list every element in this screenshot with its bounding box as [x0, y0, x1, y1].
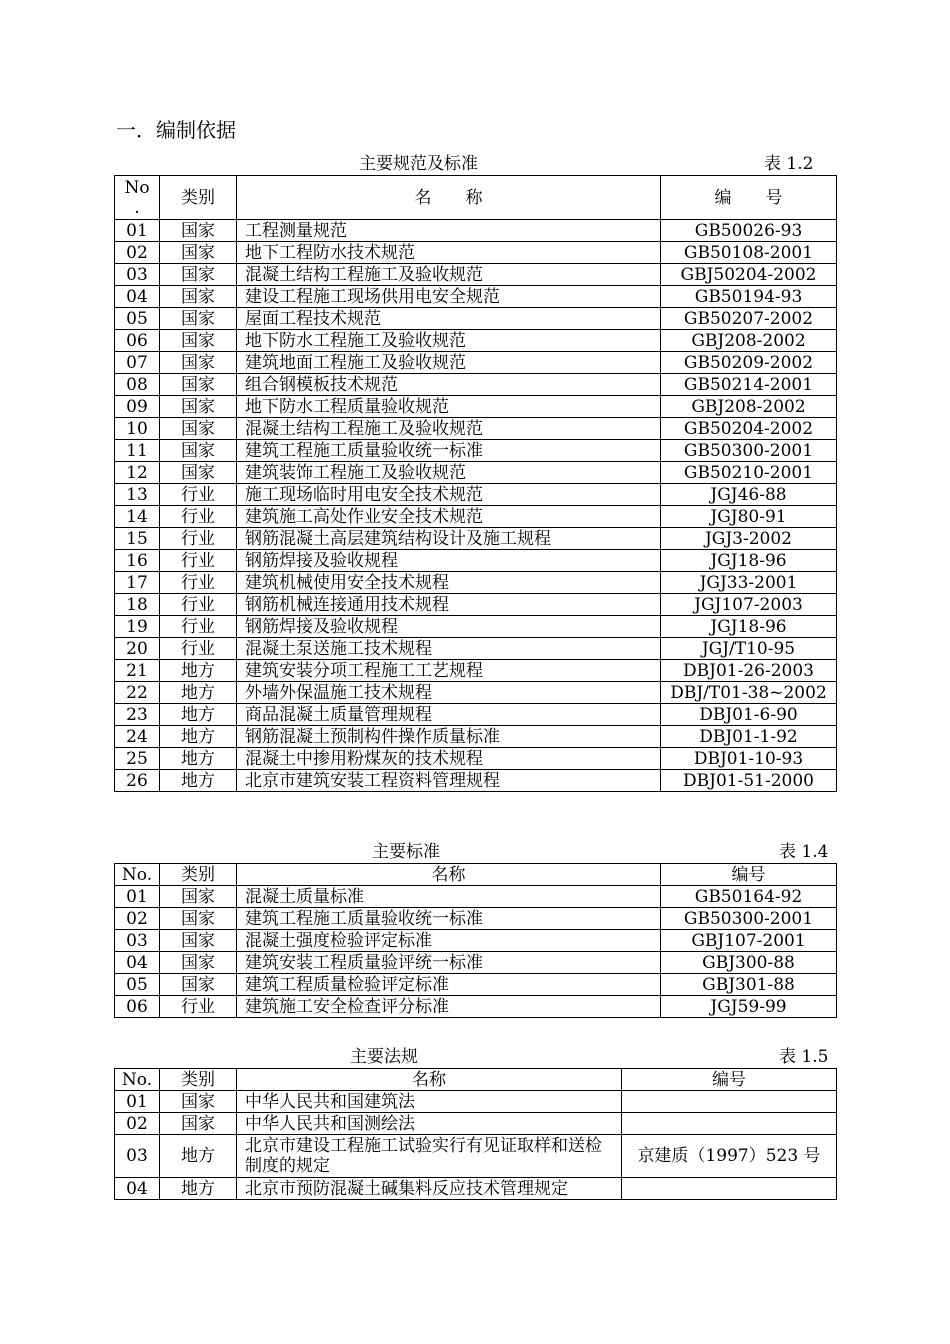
cell-no: 06 — [115, 330, 160, 352]
cell-no: 03 — [115, 1135, 160, 1178]
cell-type: 国家 — [160, 1091, 237, 1113]
cell-name: 建筑安装工程质量验评统一标准 — [237, 952, 661, 974]
table2-header-row — [115, 864, 837, 886]
header-name: 名称 — [237, 864, 661, 886]
cell-no: 05 — [115, 308, 160, 330]
table-row — [115, 352, 837, 374]
cell-code: DBJ01-1-92 — [661, 726, 837, 748]
cell-name: 商品混凝土质量管理规程 — [237, 704, 661, 726]
table1-header-row — [115, 176, 837, 220]
page-heading: 一．编制依据 — [116, 118, 236, 142]
cell-no: 20 — [115, 638, 160, 660]
cell-name: 施工现场临时用电安全技术规范 — [237, 484, 661, 506]
table-row — [115, 1091, 837, 1113]
table-row — [115, 1135, 837, 1178]
cell-name: 建筑装饰工程施工及验收规范 — [237, 462, 661, 484]
table-row — [115, 528, 837, 550]
table-standards-specs — [114, 175, 837, 792]
cell-name: 中华人民共和国建筑法 — [237, 1091, 622, 1113]
cell-name: 混凝土强度检验评定标准 — [237, 930, 661, 952]
cell-name: 中华人民共和国测绘法 — [237, 1113, 622, 1135]
cell-no: 13 — [115, 484, 160, 506]
cell-name: 建筑机械使用安全技术规程 — [237, 572, 661, 594]
cell-no: 07 — [115, 352, 160, 374]
cell-code: GBJ301-88 — [661, 974, 837, 996]
cell-code — [622, 1113, 837, 1135]
table-row — [115, 908, 837, 930]
cell-code: GB50194-93 — [661, 286, 837, 308]
table-main-standards — [114, 863, 837, 1018]
cell-code: GBJ50204-2002 — [661, 264, 837, 286]
table2-title: 主要标准 — [372, 842, 440, 862]
cell-code: GB50209-2002 — [661, 352, 837, 374]
cell-type: 地方 — [160, 682, 237, 704]
cell-type: 地方 — [160, 704, 237, 726]
cell-code: GB50026-93 — [661, 220, 837, 242]
cell-no: 05 — [115, 974, 160, 996]
cell-type: 国家 — [160, 330, 237, 352]
table1-caption — [114, 153, 836, 175]
cell-name: 建筑施工高处作业安全技术规范 — [237, 506, 661, 528]
cell-code: JGJ80-91 — [661, 506, 837, 528]
cell-type: 行业 — [160, 484, 237, 506]
cell-no: 03 — [115, 264, 160, 286]
cell-code: GBJ208-2002 — [661, 396, 837, 418]
cell-type: 国家 — [160, 220, 237, 242]
cell-no: 19 — [115, 616, 160, 638]
header-no — [115, 176, 160, 220]
cell-no: 08 — [115, 374, 160, 396]
header-no: No. — [115, 1069, 160, 1091]
cell-no: 11 — [115, 440, 160, 462]
cell-no: 01 — [115, 886, 160, 908]
table-row — [115, 330, 837, 352]
cell-code: JGJ/T10-95 — [661, 638, 837, 660]
cell-type: 行业 — [160, 528, 237, 550]
table-row — [115, 506, 837, 528]
cell-name: 钢筋混凝土预制构件操作质量标准 — [237, 726, 661, 748]
cell-no: 12 — [115, 462, 160, 484]
table-row — [115, 220, 837, 242]
cell-name: 外墙外保温施工技术规程 — [237, 682, 661, 704]
table-row — [115, 996, 837, 1018]
cell-code: GBJ208-2002 — [661, 330, 837, 352]
table-row — [115, 974, 837, 996]
table3-ref: 表 1.5 — [779, 1047, 829, 1067]
cell-code: GB50204-2002 — [661, 418, 837, 440]
cell-type: 国家 — [160, 418, 237, 440]
cell-name: 钢筋机械连接通用技术规程 — [237, 594, 661, 616]
table2-ref: 表 1.4 — [779, 842, 829, 862]
cell-type: 国家 — [160, 952, 237, 974]
table-row — [115, 396, 837, 418]
cell-no: 02 — [115, 242, 160, 264]
table-row — [115, 1113, 837, 1135]
cell-code: JGJ46-88 — [661, 484, 837, 506]
cell-code: GB50207-2002 — [661, 308, 837, 330]
header-no-line1: No — [124, 177, 150, 198]
table-row — [115, 660, 837, 682]
cell-name: 建筑安装分项工程施工工艺规程 — [237, 660, 661, 682]
cell-code: GB50300-2001 — [661, 440, 837, 462]
cell-no: 17 — [115, 572, 160, 594]
cell-no: 06 — [115, 996, 160, 1018]
header-type: 类别 — [160, 864, 237, 886]
cell-code: GBJ300-88 — [661, 952, 837, 974]
table-row — [115, 242, 837, 264]
header-name: 名 称 — [237, 176, 661, 220]
cell-name: 钢筋焊接及验收规程 — [237, 616, 661, 638]
table-row — [115, 704, 837, 726]
cell-name: 建筑工程质量检验评定标准 — [237, 974, 661, 996]
cell-type: 行业 — [160, 594, 237, 616]
cell-name: 地下防水工程质量验收规范 — [237, 396, 661, 418]
cell-code: JGJ18-96 — [661, 616, 837, 638]
table-row — [115, 550, 837, 572]
cell-code: GBJ107-2001 — [661, 930, 837, 952]
cell-code: JGJ33-2001 — [661, 572, 837, 594]
cell-type: 行业 — [160, 996, 237, 1018]
header-code: 编号 — [622, 1069, 837, 1091]
cell-name: 北京市建设工程施工试验实行有见证取样和送检制度的规定 — [237, 1135, 622, 1178]
table-row — [115, 418, 837, 440]
cell-no: 01 — [115, 220, 160, 242]
cell-type: 行业 — [160, 506, 237, 528]
cell-no: 04 — [115, 286, 160, 308]
cell-type: 地方 — [160, 1135, 237, 1178]
cell-type: 国家 — [160, 264, 237, 286]
header-code: 编号 — [661, 864, 837, 886]
table-row — [115, 440, 837, 462]
table-main-regulations — [114, 1068, 837, 1200]
header-name: 名称 — [237, 1069, 622, 1091]
cell-code: GB50214-2001 — [661, 374, 837, 396]
cell-no: 15 — [115, 528, 160, 550]
cell-code — [622, 1178, 837, 1200]
table3-header-row — [115, 1069, 837, 1091]
cell-name: 钢筋焊接及验收规程 — [237, 550, 661, 572]
cell-code: JGJ18-96 — [661, 550, 837, 572]
cell-no: 16 — [115, 550, 160, 572]
cell-name: 建筑施工安全检查评分标准 — [237, 996, 661, 1018]
cell-no: 04 — [115, 952, 160, 974]
cell-type: 地方 — [160, 660, 237, 682]
cell-type: 国家 — [160, 930, 237, 952]
cell-code: GB50210-2001 — [661, 462, 837, 484]
cell-name: 建筑工程施工质量验收统一标准 — [237, 440, 661, 462]
cell-code: GB50164-92 — [661, 886, 837, 908]
table-row — [115, 264, 837, 286]
table-row — [115, 886, 837, 908]
header-type: 类别 — [160, 1069, 237, 1091]
cell-type: 国家 — [160, 286, 237, 308]
cell-type: 国家 — [160, 374, 237, 396]
cell-no: 09 — [115, 396, 160, 418]
cell-no: 23 — [115, 704, 160, 726]
cell-type: 国家 — [160, 308, 237, 330]
cell-type: 国家 — [160, 1113, 237, 1135]
table3-caption — [114, 1046, 836, 1068]
cell-type: 地方 — [160, 726, 237, 748]
cell-code: DBJ01-51-2000 — [661, 770, 837, 792]
cell-no: 21 — [115, 660, 160, 682]
cell-name: 建设工程施工现场供用电安全规范 — [237, 286, 661, 308]
cell-type: 行业 — [160, 550, 237, 572]
table-row — [115, 308, 837, 330]
table-row — [115, 770, 837, 792]
cell-code: JGJ3-2002 — [661, 528, 837, 550]
cell-no: 10 — [115, 418, 160, 440]
table-row — [115, 1178, 837, 1200]
table-row — [115, 462, 837, 484]
table3-title: 主要法规 — [350, 1047, 418, 1067]
table-row — [115, 484, 837, 506]
cell-type: 行业 — [160, 572, 237, 594]
header-type: 类别 — [160, 176, 237, 220]
table-row — [115, 952, 837, 974]
table2-caption — [114, 841, 836, 863]
cell-type: 国家 — [160, 352, 237, 374]
cell-type: 国家 — [160, 242, 237, 264]
cell-no: 24 — [115, 726, 160, 748]
cell-name: 混凝土质量标准 — [237, 886, 661, 908]
cell-name: 北京市预防混凝土碱集料反应技术管理规定 — [237, 1178, 622, 1200]
table-row — [115, 572, 837, 594]
cell-type: 国家 — [160, 440, 237, 462]
cell-type: 行业 — [160, 638, 237, 660]
cell-type: 地方 — [160, 748, 237, 770]
cell-code: DBJ01-10-93 — [661, 748, 837, 770]
cell-type: 国家 — [160, 396, 237, 418]
table-row — [115, 638, 837, 660]
table-row — [115, 286, 837, 308]
cell-code: DBJ01-26-2003 — [661, 660, 837, 682]
table1-title: 主要规范及标准 — [359, 154, 478, 174]
cell-code: GB50300-2001 — [661, 908, 837, 930]
cell-no: 25 — [115, 748, 160, 770]
table1-ref: 表 1.2 — [764, 154, 814, 174]
cell-name: 混凝土结构工程施工及验收规范 — [237, 264, 661, 286]
cell-code: 京建质（1997）523 号 — [622, 1135, 837, 1178]
cell-type: 行业 — [160, 616, 237, 638]
table-row — [115, 616, 837, 638]
cell-name: 北京市建筑安装工程资料管理规程 — [237, 770, 661, 792]
cell-type: 国家 — [160, 974, 237, 996]
cell-no: 03 — [115, 930, 160, 952]
cell-name: 混凝土结构工程施工及验收规范 — [237, 418, 661, 440]
cell-no: 04 — [115, 1178, 160, 1200]
cell-no: 26 — [115, 770, 160, 792]
cell-name: 建筑工程施工质量验收统一标准 — [237, 908, 661, 930]
table-row — [115, 594, 837, 616]
cell-name: 混凝土泵送施工技术规程 — [237, 638, 661, 660]
table-row — [115, 682, 837, 704]
cell-name: 屋面工程技术规范 — [237, 308, 661, 330]
cell-no: 18 — [115, 594, 160, 616]
cell-no: 02 — [115, 908, 160, 930]
table-row — [115, 930, 837, 952]
cell-name: 建筑地面工程施工及验收规范 — [237, 352, 661, 374]
table-row — [115, 374, 837, 396]
cell-no: 02 — [115, 1113, 160, 1135]
cell-name: 混凝土中掺用粉煤灰的技术规程 — [237, 748, 661, 770]
cell-name: 地下防水工程施工及验收规范 — [237, 330, 661, 352]
header-no: No. — [115, 864, 160, 886]
table-row — [115, 748, 837, 770]
header-code: 编 号 — [661, 176, 837, 220]
cell-code: DBJ/T01-38~2002 — [661, 682, 837, 704]
cell-code: DBJ01-6-90 — [661, 704, 837, 726]
cell-code: GB50108-2001 — [661, 242, 837, 264]
cell-type: 国家 — [160, 462, 237, 484]
cell-name: 组合钢模板技术规范 — [237, 374, 661, 396]
cell-no: 22 — [115, 682, 160, 704]
cell-type: 地方 — [160, 770, 237, 792]
cell-type: 国家 — [160, 908, 237, 930]
header-no-line2: . — [134, 197, 140, 218]
cell-code: JGJ107-2003 — [661, 594, 837, 616]
cell-no: 01 — [115, 1091, 160, 1113]
cell-name: 工程测量规范 — [237, 220, 661, 242]
cell-name: 钢筋混凝土高层建筑结构设计及施工规程 — [237, 528, 661, 550]
table-row — [115, 726, 837, 748]
cell-name: 地下工程防水技术规范 — [237, 242, 661, 264]
cell-no: 14 — [115, 506, 160, 528]
cell-code — [622, 1091, 837, 1113]
cell-type: 国家 — [160, 886, 237, 908]
cell-code: JGJ59-99 — [661, 996, 837, 1018]
cell-type: 地方 — [160, 1178, 237, 1200]
